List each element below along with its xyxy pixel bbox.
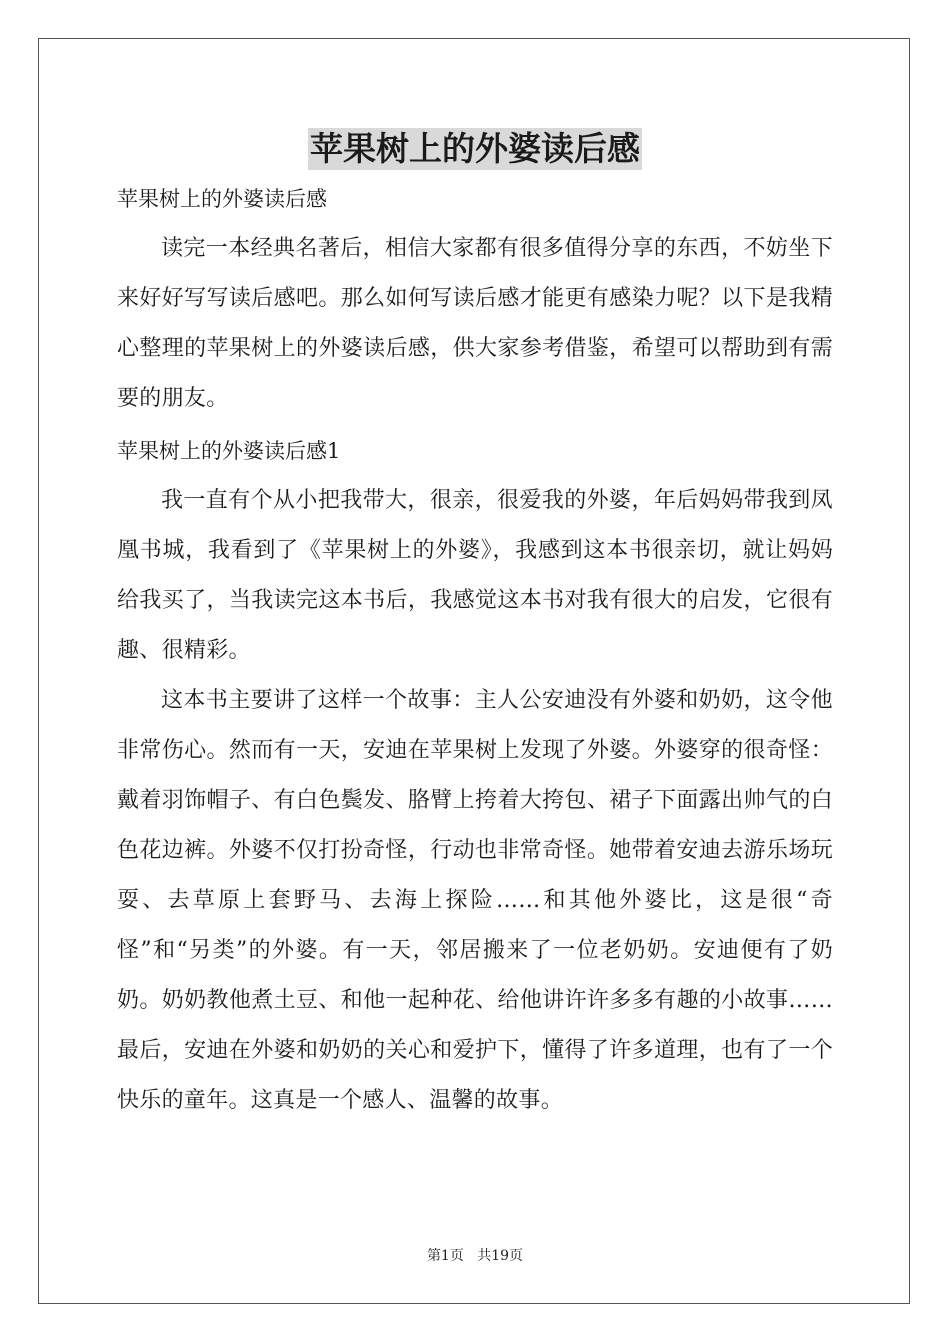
page-total: 共19页 [477, 1248, 524, 1264]
section-heading: 苹果树上的外婆读后感1 [117, 439, 341, 463]
body-paragraph: 这本书主要讲了这样一个故事：主人公安迪没有外婆和奶奶，这令他非常伤心。然而有一天，安迪在苹果树上发现了外婆。外婆穿的很奇怪：戴着羽饰帽子、有白色鬓发、胳臂上挎着大挎包、裙子下面露出帅气的白色花边裤。外婆不仅打扮奇怪，行动也非常奇怪。她带着安迪去游乐场玩耍、去草原上套野马、去海上探险……和其他外婆比，这是很“奇怪”和“另类”的外婆。有一天，邻居搬来了一位老奶奶。安迪便有了奶奶。奶奶教他煮土豆、和他一起种花、给他讲许许多多有趣的小故事……最后，安迪在外婆和奶奶的关心和爱护下，懂得了许多道理，也有了一个快乐的童年。这真是一个感人、温馨的故事。 [117, 688, 833, 1113]
intro-paragraph: 读完一本经典名著后，相信大家都有很多值得分享的东西，不妨坐下来好好写写读后感吧。那么如何写读后感才能更有感染力呢？以下是我精心整理的苹果树上的外婆读后感，供大家参考借鉴，希望可以帮助到有需要的朋友。 [117, 236, 833, 411]
subtitle: 苹果树上的外婆读后感 [117, 187, 327, 211]
page-number: 第1页 [426, 1248, 464, 1264]
document-title: 苹果树上的外婆读后感 [310, 129, 640, 168]
page-footer [0, 1246, 950, 1266]
title-container [0, 128, 950, 170]
body-paragraph: 我一直有个从小把我带大，很亲，很爱我的外婆，年后妈妈带我到凤凰书城，我看到了《苹果树上的外婆》，我感到这本书很亲切，就让妈妈给我买了，当我读完这本书后，我感觉这本书对我有很大的启发，它很有趣、很精彩。 [117, 488, 833, 663]
document-body [117, 178, 833, 1126]
